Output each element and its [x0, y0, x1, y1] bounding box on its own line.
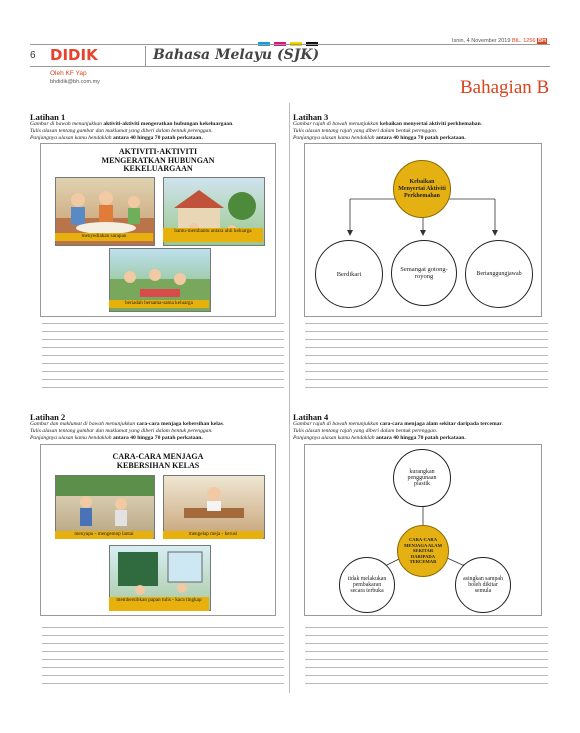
header-rule-bottom	[30, 66, 550, 67]
latihan1-instr-end: .	[232, 121, 234, 127]
latihan2-box-title-line1: CARA-CARA MENJAGA	[112, 452, 204, 461]
latihan2-box-title	[41, 453, 275, 470]
latihan2-caption-1: menyapu - mengemop lantai	[55, 531, 153, 539]
latihan3-instr-text: Gambar rajah di bawah menunjukkan	[293, 121, 380, 127]
latihan1-box-title-line1: AKTIVITI-AKTIVITI	[118, 147, 198, 156]
sweeping-illustration	[55, 475, 155, 539]
section-title: Bahagian B	[460, 77, 550, 98]
latihan3-node-gotong-royong: Semangat gotong-royong	[391, 240, 457, 306]
latihan2-instr-text: Gambar dan maklumat di bawah menunjukkan	[30, 421, 137, 427]
latihan4-instr-text: Gambar rajah di bawah menunjukkan	[293, 421, 380, 427]
latihan4-instr3-bold: antara 40 hingga 70 patah perkataan.	[375, 435, 466, 441]
latihan2-caption-3: membersihkan papan tulis - kaca tingkap	[109, 597, 209, 611]
latihan4-writing-lines	[305, 627, 548, 691]
latihan3-instructions	[293, 121, 548, 142]
latihan3-diagram-box	[304, 143, 542, 317]
latihan1-instr-bold: aktiviti-aktiviti mengeratkan hubungan kekeluargaan	[103, 121, 233, 127]
latihan4-node-pembakaran: tidak melakukan pembakaran secara terbuka	[339, 557, 395, 613]
latihan2-instr2: Tulis alasan tentang gambar dan maklumat yang diberi dalam bentuk perenggan.	[30, 428, 213, 434]
latihan2-box-title-line2: KEBERSIHAN KELAS	[116, 460, 200, 470]
latihan4-instructions	[293, 421, 548, 442]
latihan1-writing-lines	[42, 323, 284, 395]
latihan3-instr3-bold: antara 40 hingga 70 patah perkataan.	[375, 135, 466, 141]
latihan1-caption-2: bantu-membantu antara ahli keluarga	[163, 228, 263, 242]
latihan4-node-plastik: kurangkan penggunaan plastik	[393, 449, 451, 507]
issue-text: BIL. 1256	[511, 38, 536, 44]
bh-logo: BH	[538, 38, 546, 44]
latihan1-caption-1: menyediakan sarapan	[55, 233, 153, 241]
header-separator	[145, 46, 146, 66]
latihan1-box-title	[41, 148, 275, 174]
latihan4-center-node: CARA-CARA MENJAGA ALAM SEKITAR DARIPADA TERCEMAR	[397, 525, 449, 577]
latihan3-node-bertanggungjawab: Bertanggungjawab	[465, 240, 533, 308]
latihan2-picture-box	[40, 444, 276, 616]
latihan1-instr2: Tulis alasan tentang gambar dan maklumat yang diberi dalam bentuk perenggan.	[30, 128, 213, 134]
latihan3-writing-lines	[305, 323, 548, 395]
latihan3-instr-end: .	[480, 121, 483, 127]
latihan1-instr3-bold: antara 40 hingga 70 patah perkataan.	[112, 135, 203, 141]
latihan3-node-berdikari: Berdikari	[315, 240, 383, 308]
latihan3-instr-bold: kebaikan menyertai aktiviti perkhemahan	[379, 121, 481, 127]
date-text: Isnin, 4 November 2019	[452, 38, 511, 44]
latihan4-diagram-box	[304, 444, 542, 616]
latihan2-instr-bold: cara-cara menjaga kebersihan kelas	[136, 421, 223, 427]
latihan3-instr3: Panjangnya ulasan kamu hendaklah	[293, 135, 376, 141]
wiping-drawing	[164, 476, 264, 538]
wiping-illustration	[163, 475, 265, 539]
latihan1-title: Latihan 1	[30, 112, 66, 122]
sweeping-drawing	[56, 476, 154, 538]
latihan2-caption-2: mengelap meja - kerusi	[163, 531, 263, 539]
latihan4-instr-end: .	[501, 421, 504, 427]
latihan1-box-title-line2: MENGERATKAN HUBUNGAN	[101, 155, 215, 165]
column-divider	[289, 103, 290, 693]
email: bhdidik@bh.com.my	[50, 79, 100, 85]
latihan1-picture-box	[40, 143, 276, 317]
author: Oleh KF Yap	[50, 70, 87, 77]
page-number: 6	[30, 50, 36, 61]
latihan4-instr2: Tulis alasan tentang rajah yang diberi dalam bentuk perenggan.	[293, 428, 438, 434]
subject-title: Bahasa Melayu (SJK)	[153, 47, 320, 63]
latihan2-instructions	[30, 421, 285, 442]
latihan4-title: Latihan 4	[293, 412, 329, 422]
latihan4-instr3: Panjangnya ulasan kamu hendaklah	[293, 435, 376, 441]
latihan4-instr-bold: cara-cara menjaga alam sekitar daripada tercemar	[379, 421, 502, 427]
latihan2-instr3: Panjangnya ulasan kamu hendaklah	[30, 435, 113, 441]
latihan4-node-kitar-semula: asingkan sampah boleh dikitar semula	[455, 557, 511, 613]
latihan3-center-node: Kebaikan Menyertai Aktiviti Perkhemahan	[393, 160, 451, 218]
brand-title: DIDIK	[50, 46, 98, 64]
latihan1-instructions	[30, 121, 285, 142]
latihan1-caption-3: beriadah bersama-sama keluarga	[109, 300, 209, 308]
issue-date	[452, 38, 547, 44]
latihan1-instr-text: Gambar di bawah menunjukkan	[30, 121, 104, 127]
latihan2-instr3-bold: antara 40 hingga 70 patah perkataan.	[112, 435, 203, 441]
latihan1-box-title-line3: KEKELUARGAAN	[123, 164, 193, 173]
latihan2-title: Latihan 2	[30, 412, 66, 422]
latihan3-instr2: Tulis alasan tentang rajah yang diberi dalam bentuk perenggan.	[293, 128, 438, 134]
latihan2-instr-end: .	[222, 421, 225, 427]
header-rule-top	[30, 44, 550, 45]
latihan1-instr3: Panjangnya ulasan kamu hendaklah	[30, 135, 113, 141]
latihan2-writing-lines	[42, 627, 284, 691]
latihan3-title: Latihan 3	[293, 112, 329, 122]
